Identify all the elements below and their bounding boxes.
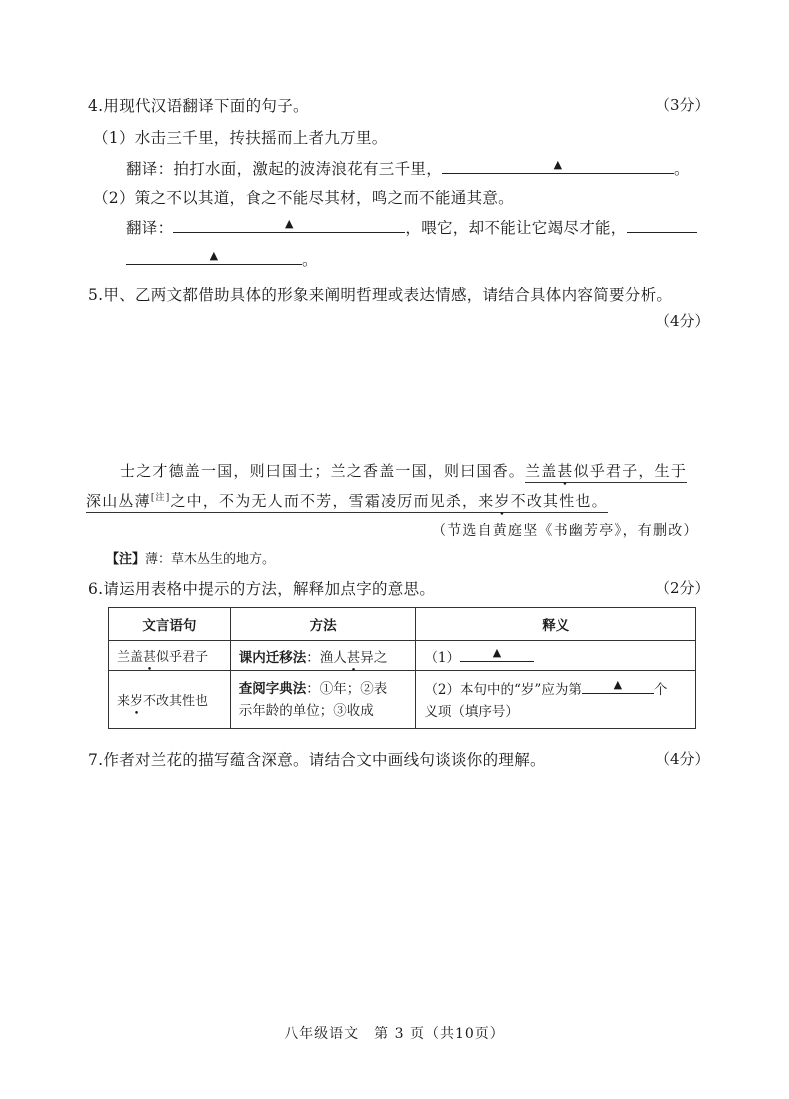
triangle-icon: ▲ — [553, 158, 563, 171]
passage-line-2 — [86, 490, 608, 511]
answer-blank[interactable] — [582, 677, 654, 694]
q4-translation-2: 翻译： ▲ ，喂它，却不能让它竭尽才能， — [126, 216, 697, 238]
q7-title: 7.作者对兰花的描写蕴含深意。请结合文中画线句谈谈你的理解。 — [88, 751, 546, 769]
passage-line-1: 士之才德盖一国，则曰国士；兰之香盖一国，则曰国香。兰盖甚似乎君子，生于 — [120, 460, 687, 481]
table-cell: （1） ▲ — [416, 641, 696, 671]
note-marker: [注] — [150, 493, 171, 503]
answer-blank[interactable] — [173, 216, 405, 233]
answer-blank[interactable] — [442, 157, 674, 174]
q6-score: （2分） — [655, 579, 710, 597]
table-cell: 课内迁移法：渔人甚异之 — [230, 641, 416, 671]
q5-score: （4分） — [655, 312, 710, 330]
answer-blank[interactable] — [627, 216, 697, 233]
page-footer: 八年级语文 第 3 页（共10页） — [284, 1026, 505, 1042]
answer-blank[interactable] — [126, 248, 302, 265]
table-cell: 查阅字典法：①年；②表 示年龄的单位；③收成 — [230, 671, 416, 729]
q4-translation-2-cont: ▲ 。 — [126, 248, 318, 270]
q4-sentence-2: （2）策之不以其道，食之不能尽其材，鸣之而不能通其意。 — [93, 189, 514, 207]
table-header: 文言语句 — [109, 608, 231, 641]
passage-note: 【注】薄：草木丛生的地方。 — [106, 552, 276, 567]
q4-translation-1-prefix: 翻译：拍打水面，激起的波涛浪花有三千里， — [126, 160, 443, 178]
table-cell: 来岁不改其性也 — [109, 671, 231, 729]
q4-translation-1: 翻译：拍打水面，激起的波涛浪花有三千里， ▲ 。 — [126, 158, 690, 178]
table-header: 方法 — [230, 608, 416, 641]
q4-sentence-1: （1）水击三千里，抟扶摇而上者九万里。 — [93, 129, 388, 147]
table-header: 释义 — [416, 608, 696, 641]
answer-blank[interactable] — [460, 645, 534, 662]
q5-title: 5.甲、乙两文都借助具体的形象来阐明哲理或表达情感，请结合具体内容简要分析。 — [88, 286, 673, 304]
table-cell: （2）本句中的“岁”应为第 ▲ 个 义项（填序号） — [416, 671, 696, 729]
q7-score: （4分） — [655, 750, 710, 768]
passage-source: （节选自黄庭坚《书幽芳亭》，有删改） — [432, 523, 699, 539]
q6-title: 6.请运用表格中提示的方法，解释加点字的意思。 — [88, 580, 436, 598]
triangle-icon: ▲ — [492, 646, 502, 659]
q4-score: （3分） — [655, 96, 710, 114]
q6-table — [108, 607, 696, 729]
underlined-sentence: 深山丛薄[注]之中，不为无人而不芳，雪霜凌厉而见杀，来岁不改其性也。 — [86, 492, 608, 513]
triangle-icon: ▲ — [285, 217, 294, 230]
triangle-icon: ▲ — [209, 249, 219, 262]
underlined-sentence: 兰盖甚似乎君子，生于 — [525, 462, 687, 483]
table-cell: 兰盖甚似乎君子 — [109, 641, 231, 671]
triangle-icon: ▲ — [613, 677, 623, 691]
q4-title: 4.用现代汉语翻译下面的句子。 — [88, 97, 309, 115]
